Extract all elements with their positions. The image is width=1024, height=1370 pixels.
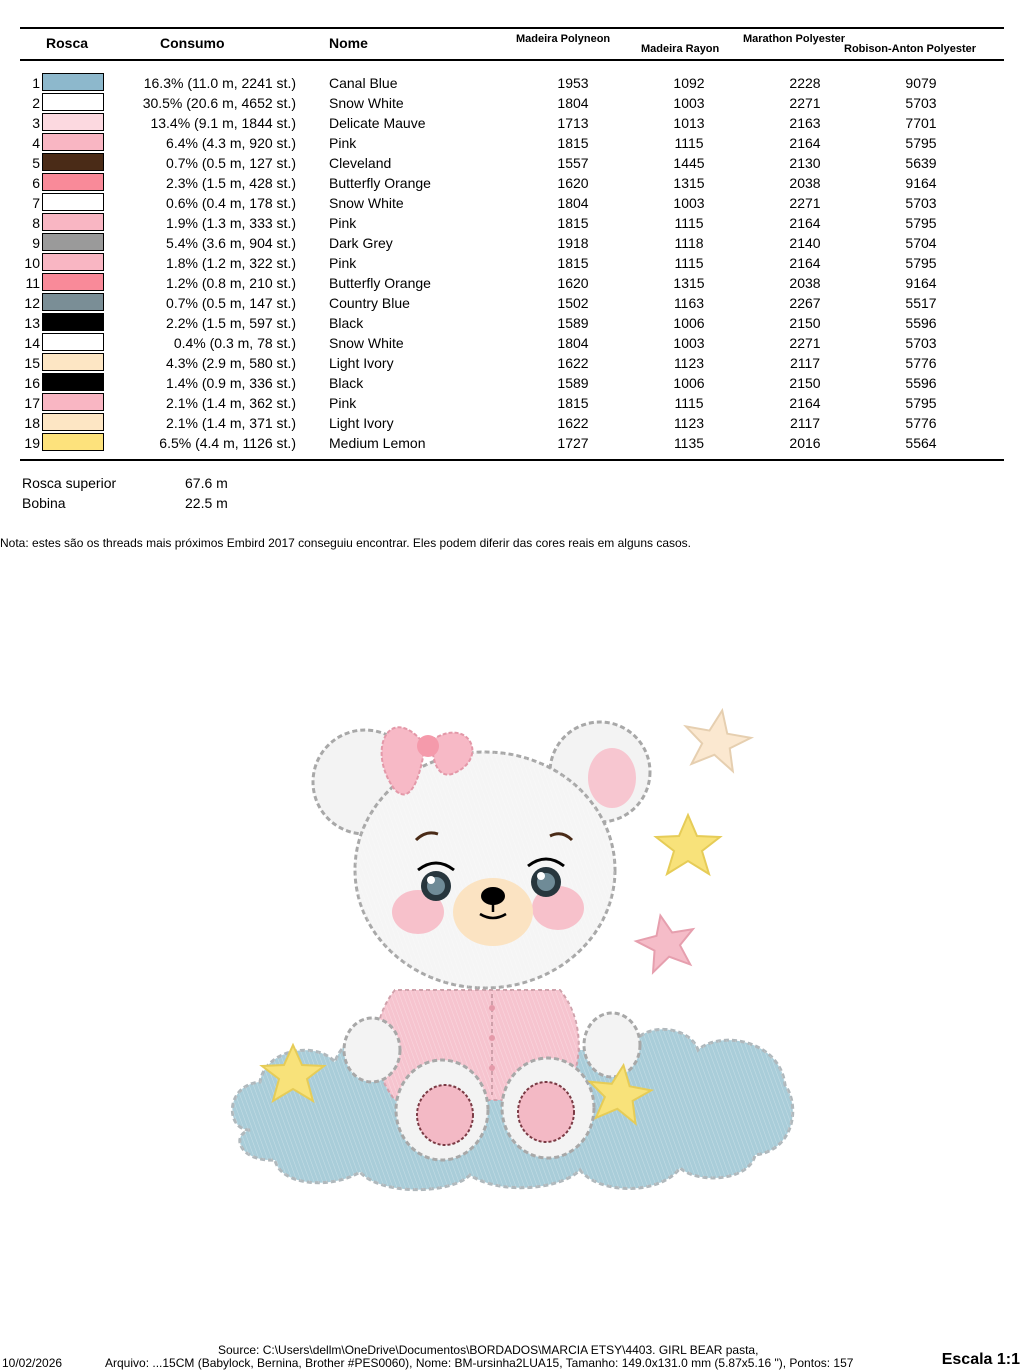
- color-swatch: [42, 93, 104, 111]
- color-swatch: [42, 133, 104, 151]
- madeira-polyneon-cell: 1815: [557, 135, 589, 151]
- madeira-rayon-cell: 1013: [673, 115, 705, 131]
- header-rosca: Rosca: [46, 35, 89, 51]
- header-robison: Robison-Anton Polyester: [844, 43, 977, 55]
- madeira-rayon-cell: 1115: [674, 395, 704, 411]
- color-swatch: [42, 433, 104, 451]
- thread-number: 15: [24, 355, 40, 371]
- color-swatch: [42, 113, 104, 131]
- table-row: [0, 72, 1024, 92]
- madeira-polyneon-cell: 1804: [557, 95, 589, 111]
- table-row: [0, 152, 1024, 172]
- consumo-cell: 1.2% (0.8 m, 210 st.): [166, 275, 296, 291]
- consumo-cell: 2.2% (1.5 m, 597 st.): [166, 315, 296, 331]
- thread-number: 1: [32, 75, 40, 91]
- consumo-cell: 5.4% (3.6 m, 904 st.): [166, 235, 296, 251]
- robison-cell: 9079: [905, 75, 937, 91]
- color-swatch: [42, 253, 104, 271]
- thread-number: 8: [32, 215, 40, 231]
- color-swatch: [42, 213, 104, 231]
- marathon-cell: 2038: [789, 275, 821, 291]
- madeira-rayon-cell: 1123: [673, 355, 705, 371]
- marathon-cell: 2164: [789, 215, 821, 231]
- footer-source: Source: C:\Users\dellm\OneDrive\Documentos\BORDADOS\MARCIA ETSY\4403. GIRL BEAR pasta,: [218, 1343, 759, 1357]
- thread-number: 9: [32, 235, 40, 251]
- madeira-polyneon-cell: 1557: [557, 155, 589, 171]
- thread-name-cell: Country Blue: [329, 295, 410, 311]
- marathon-cell: 2140: [789, 235, 821, 251]
- madeira-polyneon-cell: 1502: [557, 295, 589, 311]
- robison-cell: 5517: [905, 295, 937, 311]
- consumo-cell: 0.4% (0.3 m, 78 st.): [173, 335, 296, 351]
- table-row: [0, 192, 1024, 212]
- marathon-cell: 2150: [789, 315, 821, 331]
- robison-cell: 5776: [905, 355, 937, 371]
- marathon-cell: 2164: [789, 395, 821, 411]
- madeira-polyneon-cell: 1953: [557, 75, 589, 91]
- thread-name-cell: Pink: [329, 215, 357, 231]
- consumo-cell: 0.7% (0.5 m, 147 st.): [166, 295, 296, 311]
- consumo-cell: 1.8% (1.2 m, 322 st.): [166, 255, 296, 271]
- madeira-rayon-cell: 1163: [673, 295, 705, 311]
- color-swatch: [42, 353, 104, 371]
- header-madeira-rayon: Madeira Rayon: [641, 43, 720, 55]
- robison-cell: 5795: [905, 215, 937, 231]
- header-marathon: Marathon Polyester: [743, 33, 846, 45]
- madeira-rayon-cell: 1003: [673, 195, 705, 211]
- consumo-cell: 2.1% (1.4 m, 362 st.): [166, 395, 296, 411]
- thread-name-cell: Snow White: [329, 195, 404, 211]
- robison-cell: 5703: [905, 335, 937, 351]
- color-swatch: [42, 413, 104, 431]
- header-nome: Nome: [329, 35, 368, 51]
- madeira-rayon-cell: 1118: [674, 235, 704, 251]
- robison-cell: 5795: [905, 255, 937, 271]
- consumo-cell: 0.7% (0.5 m, 127 st.): [166, 155, 296, 171]
- table-row: [0, 172, 1024, 192]
- thread-name-cell: Light Ivory: [329, 355, 394, 371]
- consumo-cell: 30.5% (20.6 m, 4652 st.): [142, 95, 296, 111]
- color-swatch: [42, 293, 104, 311]
- robison-cell: 5704: [905, 235, 937, 251]
- footer-date: 10/02/2026: [2, 1356, 63, 1370]
- thread-number: 6: [32, 175, 40, 191]
- color-swatch: [42, 153, 104, 171]
- madeira-rayon-cell: 1135: [673, 435, 705, 451]
- marathon-cell: 2117: [789, 415, 821, 431]
- marathon-cell: 2164: [789, 135, 821, 151]
- color-swatch: [42, 333, 104, 351]
- madeira-rayon-cell: 1115: [674, 255, 704, 271]
- scale-label: Escala 1:1: [941, 1351, 1020, 1368]
- header-consumo: Consumo: [160, 35, 225, 51]
- consumo-cell: 2.3% (1.5 m, 428 st.): [166, 175, 296, 191]
- table-row: [0, 132, 1024, 152]
- robison-cell: 9164: [905, 175, 937, 191]
- marathon-cell: 2271: [789, 195, 821, 211]
- thread-number: 18: [24, 415, 40, 431]
- color-swatch: [42, 73, 104, 91]
- madeira-rayon-cell: 1445: [673, 155, 705, 171]
- thread-number: 14: [24, 335, 40, 351]
- robison-cell: 7701: [905, 115, 937, 131]
- marathon-cell: 2228: [789, 75, 821, 91]
- madeira-polyneon-cell: 1804: [557, 335, 589, 351]
- robison-cell: 5776: [905, 415, 937, 431]
- table-row: [0, 92, 1024, 112]
- robison-cell: 5564: [905, 435, 937, 451]
- thread-name-cell: Snow White: [329, 335, 404, 351]
- madeira-rayon-cell: 1123: [673, 415, 705, 431]
- thread-number: 11: [25, 275, 40, 291]
- bobina-value: 22.5 m: [185, 495, 228, 511]
- thread-name-cell: Pink: [329, 255, 357, 271]
- thread-number: 2: [32, 95, 40, 111]
- thread-name-cell: Black: [329, 375, 364, 391]
- robison-cell: 5639: [905, 155, 937, 171]
- table-row: [0, 332, 1024, 352]
- color-swatch: [42, 173, 104, 191]
- table-row: [0, 232, 1024, 252]
- robison-cell: 9164: [905, 275, 937, 291]
- madeira-polyneon-cell: 1622: [557, 355, 589, 371]
- thread-number: 19: [24, 435, 40, 451]
- madeira-polyneon-cell: 1713: [557, 115, 589, 131]
- thread-number: 4: [32, 135, 40, 151]
- thread-name-cell: Dark Grey: [329, 235, 393, 251]
- madeira-polyneon-cell: 1622: [557, 415, 589, 431]
- table-row: [0, 412, 1024, 432]
- thread-name-cell: Pink: [329, 395, 357, 411]
- thread-name-cell: Butterfly Orange: [329, 175, 431, 191]
- marathon-cell: 2271: [789, 335, 821, 351]
- table-row: [0, 392, 1024, 412]
- color-swatch: [42, 313, 104, 331]
- robison-cell: 5795: [905, 135, 937, 151]
- color-swatch: [42, 273, 104, 291]
- thread-name-cell: Cleveland: [329, 155, 392, 171]
- thread-number: 10: [24, 255, 40, 271]
- marathon-cell: 2267: [789, 295, 821, 311]
- madeira-rayon-cell: 1115: [674, 215, 704, 231]
- madeira-polyneon-cell: 1815: [557, 255, 589, 271]
- table-header-rule: [20, 59, 1004, 61]
- thread-number: 13: [24, 315, 40, 331]
- rosca-superior-label: Rosca superior: [22, 475, 117, 491]
- thread-number: 17: [24, 395, 40, 411]
- consumo-cell: 0.6% (0.4 m, 178 st.): [166, 195, 296, 211]
- consumo-cell: 4.3% (2.9 m, 580 st.): [166, 355, 296, 371]
- color-swatch: [42, 373, 104, 391]
- table-row: [0, 272, 1024, 292]
- marathon-cell: 2164: [789, 255, 821, 271]
- thread-name-cell: Delicate Mauve: [329, 115, 426, 131]
- thread-name-cell: Snow White: [329, 95, 404, 111]
- madeira-rayon-cell: 1315: [673, 275, 705, 291]
- madeira-rayon-cell: 1003: [673, 335, 705, 351]
- footer-arquivo: Arquivo: ...15CM (Babylock, Bernina, Brother #PES0060), Nome: BM-ursinha2LUA15, Tamanho: 149.0x131.0 mm (5.87x5.16 "), Pontos: 157: [105, 1356, 854, 1370]
- thread-name-cell: Black: [329, 315, 364, 331]
- table-row: [0, 292, 1024, 312]
- madeira-polyneon-cell: 1815: [557, 215, 589, 231]
- madeira-polyneon-cell: 1918: [557, 235, 589, 251]
- thread-number: 7: [32, 195, 40, 211]
- madeira-rayon-cell: 1006: [673, 375, 705, 391]
- thread-number: 16: [24, 375, 40, 391]
- robison-cell: 5596: [905, 375, 937, 391]
- table-row: [0, 312, 1024, 332]
- madeira-rayon-cell: 1006: [673, 315, 705, 331]
- table-row: [0, 352, 1024, 372]
- marathon-cell: 2016: [789, 435, 821, 451]
- madeira-polyneon-cell: 1727: [557, 435, 589, 451]
- marathon-cell: 2271: [789, 95, 821, 111]
- table-row: [0, 432, 1024, 452]
- thread-number: 3: [32, 115, 40, 131]
- thread-number: 12: [24, 295, 40, 311]
- madeira-polyneon-cell: 1620: [557, 175, 589, 191]
- madeira-rayon-cell: 1003: [673, 95, 705, 111]
- color-swatch: [42, 233, 104, 251]
- header-madeira-polyneon: Madeira Polyneon: [516, 33, 611, 45]
- robison-cell: 5703: [905, 95, 937, 111]
- madeira-rayon-cell: 1115: [674, 135, 704, 151]
- thread-name-cell: Light Ivory: [329, 415, 394, 431]
- thread-name-cell: Medium Lemon: [329, 435, 426, 451]
- note-text: Nota: estes são os threads mais próximos Embird 2017 conseguiu encontrar. Eles podem diferir das cores reais em alguns casos.: [0, 536, 692, 550]
- robison-cell: 5795: [905, 395, 937, 411]
- marathon-cell: 2038: [789, 175, 821, 191]
- madeira-polyneon-cell: 1620: [557, 275, 589, 291]
- table-row: [0, 252, 1024, 272]
- table-bottom-rule: [20, 459, 1004, 461]
- marathon-cell: 2117: [789, 355, 821, 371]
- color-swatch: [42, 193, 104, 211]
- marathon-cell: 2163: [789, 115, 821, 131]
- color-swatch: [42, 393, 104, 411]
- consumo-cell: 16.3% (11.0 m, 2241 st.): [143, 75, 296, 91]
- consumo-cell: 1.9% (1.3 m, 333 st.): [166, 215, 296, 231]
- consumo-cell: 1.4% (0.9 m, 336 st.): [166, 375, 296, 391]
- madeira-polyneon-cell: 1589: [557, 315, 589, 331]
- madeira-polyneon-cell: 1804: [557, 195, 589, 211]
- marathon-cell: 2130: [789, 155, 821, 171]
- consumo-cell: 6.5% (4.4 m, 1126 st.): [159, 435, 296, 451]
- table-top-rule: [20, 27, 1004, 29]
- consumo-cell: 13.4% (9.1 m, 1844 st.): [150, 115, 296, 131]
- marathon-cell: 2150: [789, 375, 821, 391]
- robison-cell: 5596: [905, 315, 937, 331]
- madeira-polyneon-cell: 1815: [557, 395, 589, 411]
- thread-name-cell: Butterfly Orange: [329, 275, 431, 291]
- consumo-cell: 2.1% (1.4 m, 371 st.): [166, 415, 296, 431]
- table-row: [0, 112, 1024, 132]
- madeira-rayon-cell: 1315: [673, 175, 705, 191]
- madeira-rayon-cell: 1092: [673, 75, 705, 91]
- robison-cell: 5703: [905, 195, 937, 211]
- consumo-cell: 6.4% (4.3 m, 920 st.): [166, 135, 296, 151]
- table-row: [0, 372, 1024, 392]
- thread-name-cell: Canal Blue: [329, 75, 398, 91]
- table-row: [0, 212, 1024, 232]
- thread-name-cell: Pink: [329, 135, 357, 151]
- bobina-label: Bobina: [22, 495, 66, 511]
- thread-number: 5: [32, 155, 40, 171]
- madeira-polyneon-cell: 1589: [557, 375, 589, 391]
- embroidered-teddy-bear-illustration: [220, 690, 800, 1210]
- rosca-superior-value: 67.6 m: [185, 475, 228, 491]
